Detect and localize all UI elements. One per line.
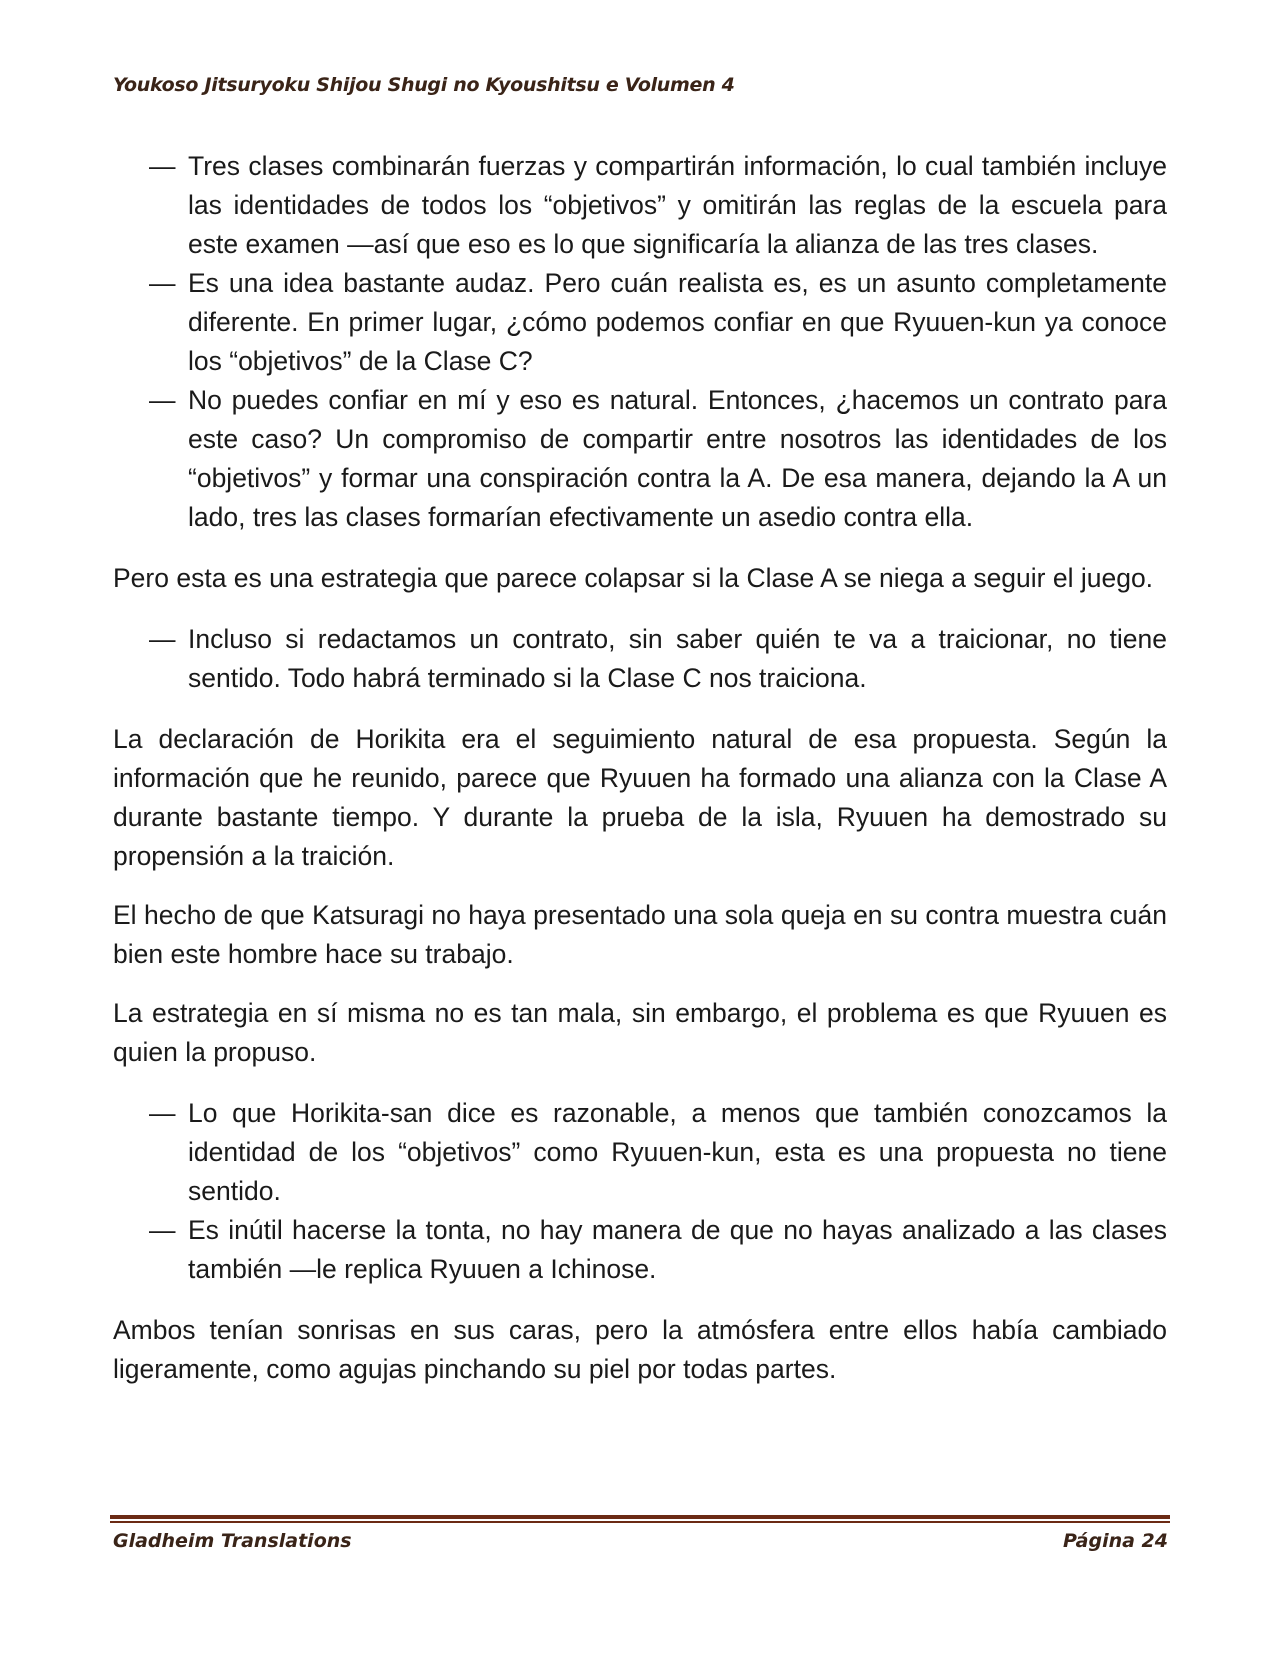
page-header-title: Youkoso Jitsuryoku Shijou Shugi no Kyoushitsu e Volumen 4 [113,74,735,96]
dialogue-text: Tres clases combinarán fuerzas y compartirán información, lo cual también incluye las identidades de todos los “objetivos” y omitirán las reglas de la escuela para este examen —así que eso es lo que significaría la alianza de las tres clases. [188,151,1167,259]
footer-credit: Gladheim Translations [113,1530,352,1552]
dialogue-dash: — [149,268,176,298]
dialogue-text: Es una idea bastante audaz. Pero cuán realista es, es un asunto completamente diferente. En primer lugar, ¿cómo podemos confiar en que Ryuuen-kun ya conoce los “objetivos” de la Clase C? [188,268,1167,376]
dialogue-line [113,1094,1167,1211]
page-content [113,147,1167,1389]
dialogue-line [113,381,1167,537]
dialogue-block-3 [113,1094,1167,1289]
narration-paragraph: La declaración de Horikita era el seguimiento natural de esa propuesta. Según la información que he reunido, parece que Ryuuen ha formado una alianza con la Clase A durante bastante tiempo. Y durante la prueba de la isla, Ryuuen ha demostrado su propensión a la traición. [113,724,1167,871]
dialogue-line [113,264,1167,381]
narration-paragraph: Pero esta es una estrategia que parece colapsar si la Clase A se niega a seguir el juego. [113,563,1154,593]
dialogue-block-2 [113,620,1167,698]
dialogue-text: Lo que Horikita-san dice es razonable, a menos que también conozcamos la identidad de los “objetivos” como Ryuuen-kun, esta es una propuesta no tiene sentido. [188,1098,1167,1206]
dialogue-dash: — [149,385,176,415]
dialogue-line [113,620,1167,698]
narration-paragraph: Ambos tenían sonrisas en sus caras, pero la atmósfera entre ellos había cambiado ligeramente, como agujas pinchando su piel por todas partes. [113,1315,1167,1384]
dialogue-text: Incluso si redactamos un contrato, sin saber quién te va a traicionar, no tiene sentido. Todo habrá terminado si la Clase C nos traiciona. [188,624,1167,693]
dialogue-dash: — [149,624,176,654]
dialogue-line [113,1211,1167,1289]
page-number: Página 24 [1062,1530,1168,1552]
narration-paragraph: La estrategia en sí misma no es tan mala, sin embargo, el problema es que Ryuuen es quien la propuso. [113,998,1167,1067]
dialogue-dash: — [149,151,176,181]
dialogue-text: Es inútil hacerse la tonta, no hay manera de que no hayas analizado a las clases también —le replica Ryuuen a Ichinose. [188,1215,1167,1284]
dialogue-text: No puedes confiar en mí y eso es natural. Entonces, ¿hacemos un contrato para este caso? Un compromiso de compartir entre nosotros las identidades de los “objetivos” y formar una conspiración contra la A. De esa manera, dejando la A un lado, tres las clases formarían efectivamente un asedio contra ella. [188,385,1167,532]
narration-paragraph: El hecho de que Katsuragi no haya presentado una sola queja en su contra muestra cuán bien este hombre hace su trabajo. [113,900,1167,969]
footer-divider [110,1515,1170,1523]
dialogue-block-1 [113,147,1167,537]
dialogue-dash: — [149,1215,176,1245]
dialogue-dash: — [149,1098,176,1128]
dialogue-line [113,147,1167,264]
